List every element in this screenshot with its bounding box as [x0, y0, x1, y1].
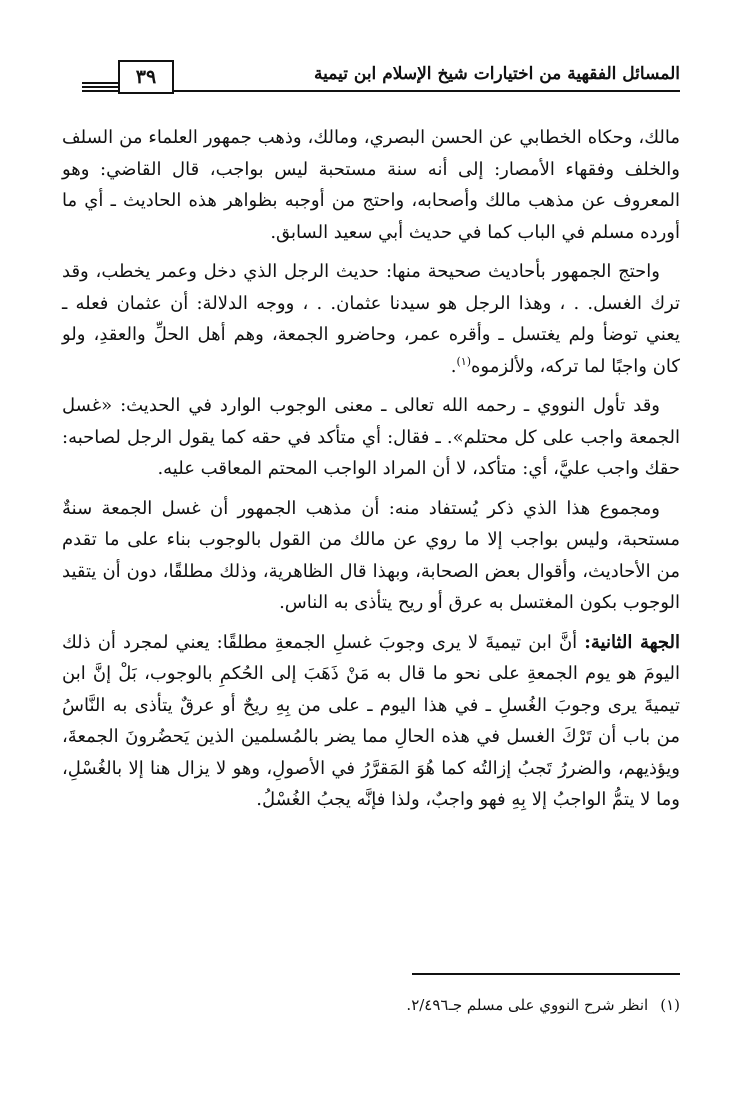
paragraph-5	[62, 627, 680, 816]
footnote-reference: (١)	[456, 354, 471, 368]
page-number: ٣٩	[118, 60, 174, 94]
paragraph-4: ومجموع هذا الذي ذكر يُستفاد منه: أن مذهب الجمهور أن غسل الجمعة سنةٌ مستحبة، وليس بواجب إلا ما روي عن مالك من القول بالوجوب بناء على ما تقدم من الأحاديث، وأقوال بعض الصحابة، وبهذا قال الظاهرية، وذلك مطلقًا، دون أن يتقيد الوجوب بكون المغتسل به عرق أو ريح يتأذى به الناس.	[62, 497, 680, 613]
paragraph-2	[62, 256, 680, 382]
paragraph-3: وقد تأول النووي ـ رحمه الله تعالى ـ معنى الوجوب الوارد في الحديث: «غسل الجمعة واجب على كل محتلم». ـ فقال: أي متأكد في حقه كما يقول الرجل لصاحبه: حقك واجب عليَّ، أي: متأكد، لا أن المراد الواجب المحتم المعاقب عليه.	[62, 395, 680, 479]
header-rule-left-upper	[82, 82, 118, 84]
footnote	[80, 994, 680, 1016]
paragraph-1: مالك، وحكاه الخطابي عن الحسن البصري، ومالك، وذهب جمهور العلماء من السلف والخلف وفقهاء الأمصار: إلى أنه سنة مستحبة ليس بواجب، قال القاضي: وهو المعروف عن مذهب مالك وأصحابه، واحتج من أوجبه بظواهر هذه الحاديث ـ أي ما أورده مسلم في الباب كما في حديث أبي سعيد السابق.	[62, 127, 680, 243]
paragraph-5-text: أنَّ ابن تيميةَ لا يرى وجوبَ غسلِ الجمعةِ مطلقًا: يعني لمجرد أن ذلك اليومَ هو يوم الجمعةِ على نحو ما قال به مَنْ ذَهَبَ إلى الحُكمِ بالوجوب، بَلْ إنَّ ابن تيميةَ يرى وجوبَ الغُسلِ ـ في هذا اليوم ـ على من بِهِ ريحٌ أو عرقٌ يتأذى به النَّاسُ من باب أن تَرْكَ الغسل في هذه الحالِ مما يضر بالمُسلمين الذين يَحضُرونَ الجمعةَ، ويؤذيهم، والضررُ تَجبُ إزالتُه كما هُوَ المَقرَّرُ في الأصولِ، وهو لا يزال هنا إلا بالغُسْلِ، وما لا يتمُّ الواجبُ إلا بِهِ فهو واجبٌ، ولذا فإنَّه يجبُ الغُسْلُ.	[62, 631, 680, 810]
footnote-separator	[412, 973, 680, 975]
page-header	[82, 58, 680, 102]
section-lead-heading: الجهة الثانية:	[584, 631, 680, 653]
footnote-text: انظر شرح النووي على مسلم جـ٢/٤٩٦.	[406, 996, 649, 1014]
running-title: المسائل الفقهية من اختيارات شيخ الإسلام ابن تيمية	[314, 64, 680, 84]
header-rule-left-lower	[82, 86, 118, 88]
footnote-mark: (١)	[660, 996, 680, 1014]
paragraph-2-tail: .	[450, 355, 457, 377]
body-text	[62, 122, 680, 824]
paragraph-2-text: واحتج الجمهور بأحاديث صحيحة منها: حديث الرجل الذي دخل وعمر يخطب، وقد ترك الغسل. . ، وهذا الرجل هو سيدنا عثمان. . ، ووجه الدلالة: أن عثمان فعله ـ يعني توضأ ولم يغتسل ـ وأقره عمر، وحاضرو الجمعة، وهم أهل الحلِّ والعقدِ، ولو كان واجبًا لما تركه، ولألزموه	[62, 261, 680, 377]
